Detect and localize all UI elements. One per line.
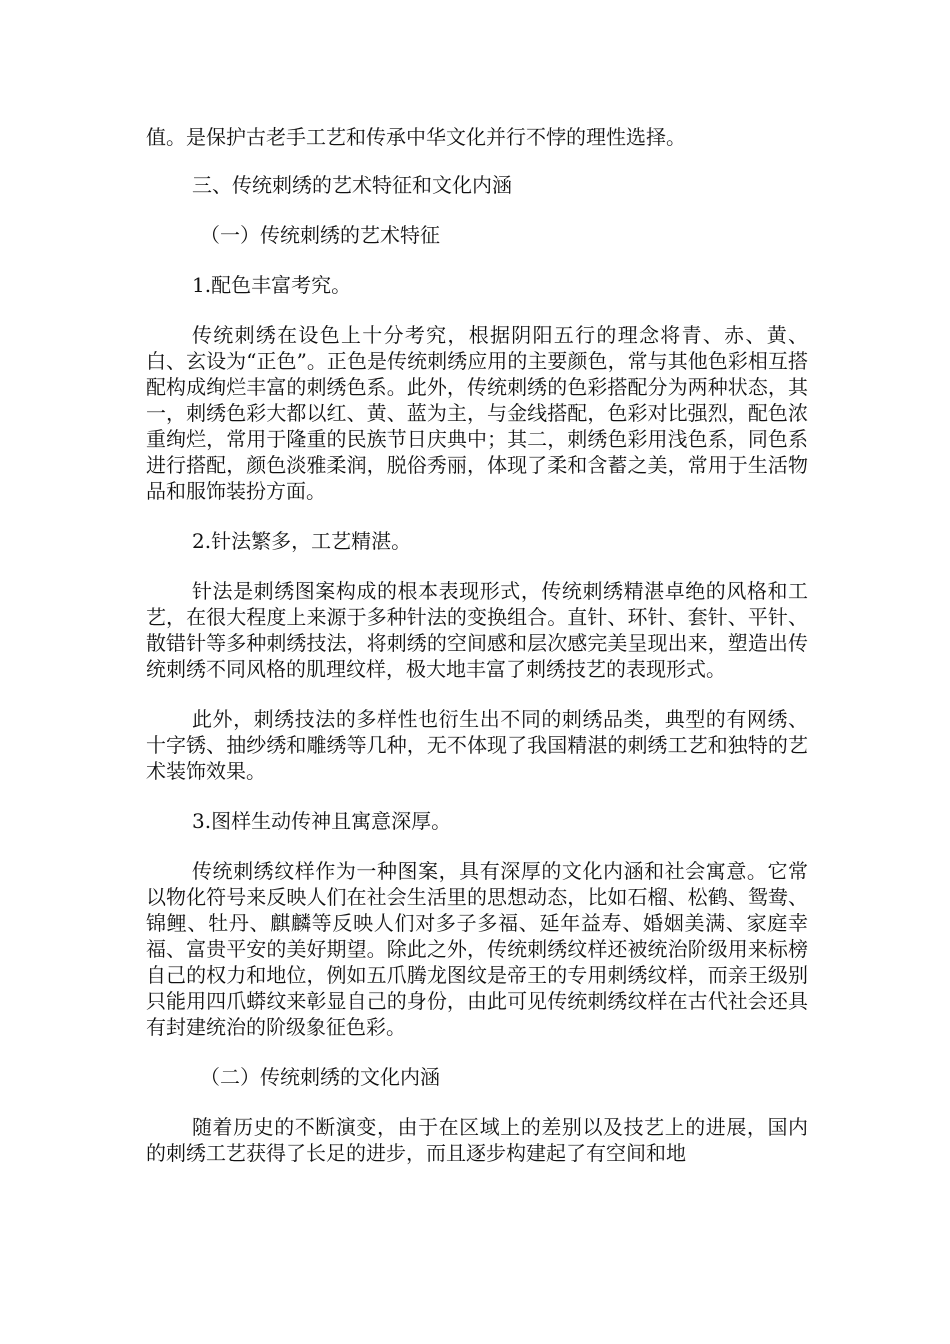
section-heading: 三、传统刺绣的艺术特征和文化内涵 xyxy=(192,173,512,197)
document-body xyxy=(146,124,808,1190)
continuation-paragraph: 值。是保护古老手工艺和传承中华文化并行不悖的理性选择。 xyxy=(146,125,686,149)
item-2-paragraph-1: 针法是刺绣图案构成的根本表现形式，传统刺绣精湛卓绝的风格和工艺，在很大程度上来源于多种针法的变换组合。直针、环针、套针、平针、散错针等多种刺绣技法，将刺绣的空间感和层次感完美呈现出来，塑造出传统刺绣不同风格的肌理纹样，极大地丰富了刺绣技艺的表现形式。 xyxy=(146,579,808,681)
item-1-title: 1.配色丰富考究。 xyxy=(192,273,352,297)
item-3-title: 3.图样生动传神且寓意深厚。 xyxy=(192,809,452,833)
final-paragraph: 随着历史的不断演变，由于在区域上的差别以及技艺上的进展，国内的刺绣工艺获得了长足的进步，而且逐步构建起了有空间和地 xyxy=(146,1115,808,1165)
subheading-cultural-connotation: （二）传统刺绣的文化内涵 xyxy=(200,1065,440,1089)
item-3-paragraph: 传统刺绣纹样作为一种图案，具有深厚的文化内涵和社会寓意。它常以物化符号来反映人们在社会生活里的思想动态，比如石榴、松鹤、鸳鸯、锦鲤、牡丹、麒麟等反映人们对多子多福、延年益寿、婚姻美满、家庭幸福、富贵平安的美好期望。除此之外，传统刺绣纹样还被统治阶级用来标榜自己的权力和地位，例如五爪腾龙图纹是帝王的专用刺绣纹样，而亲王级别只能用四爪蟒纹来彰显自己的身份，由此可见传统刺绣纹样在古代社会还具有封建统治的阶级象征色彩。 xyxy=(146,859,808,1039)
item-1-paragraph: 传统刺绣在设色上十分考究，根据阴阳五行的理念将青、赤、黄、白、玄设为“正色”。正色是传统刺绣应用的主要颜色，常与其他色彩相互搭配构成绚烂丰富的刺绣色系。此外，传统刺绣的色彩搭配分为两种状态，其一，刺绣色彩大都以红、黄、蓝为主，与金线搭配，色彩对比强烈，配色浓重绚烂，常用于隆重的民族节日庆典中；其二，刺绣色彩用浅色系，同色系进行搭配，颜色淡雅柔润，脱俗秀丽，体现了柔和含蓄之美，常用于生活物品和服饰装扮方面。 xyxy=(146,323,808,503)
subheading-artistic-features: （一）传统刺绣的艺术特征 xyxy=(200,223,440,247)
item-2-title: 2.针法繁多，工艺精湛。 xyxy=(192,529,412,553)
item-2-paragraph-2: 此外，刺绣技法的多样性也衍生出不同的刺绣品类，典型的有网绣、十字锈、抽纱绣和雕绣等几种，无不体现了我国精湛的刺绣工艺和独特的艺术装饰效果。 xyxy=(146,707,808,783)
